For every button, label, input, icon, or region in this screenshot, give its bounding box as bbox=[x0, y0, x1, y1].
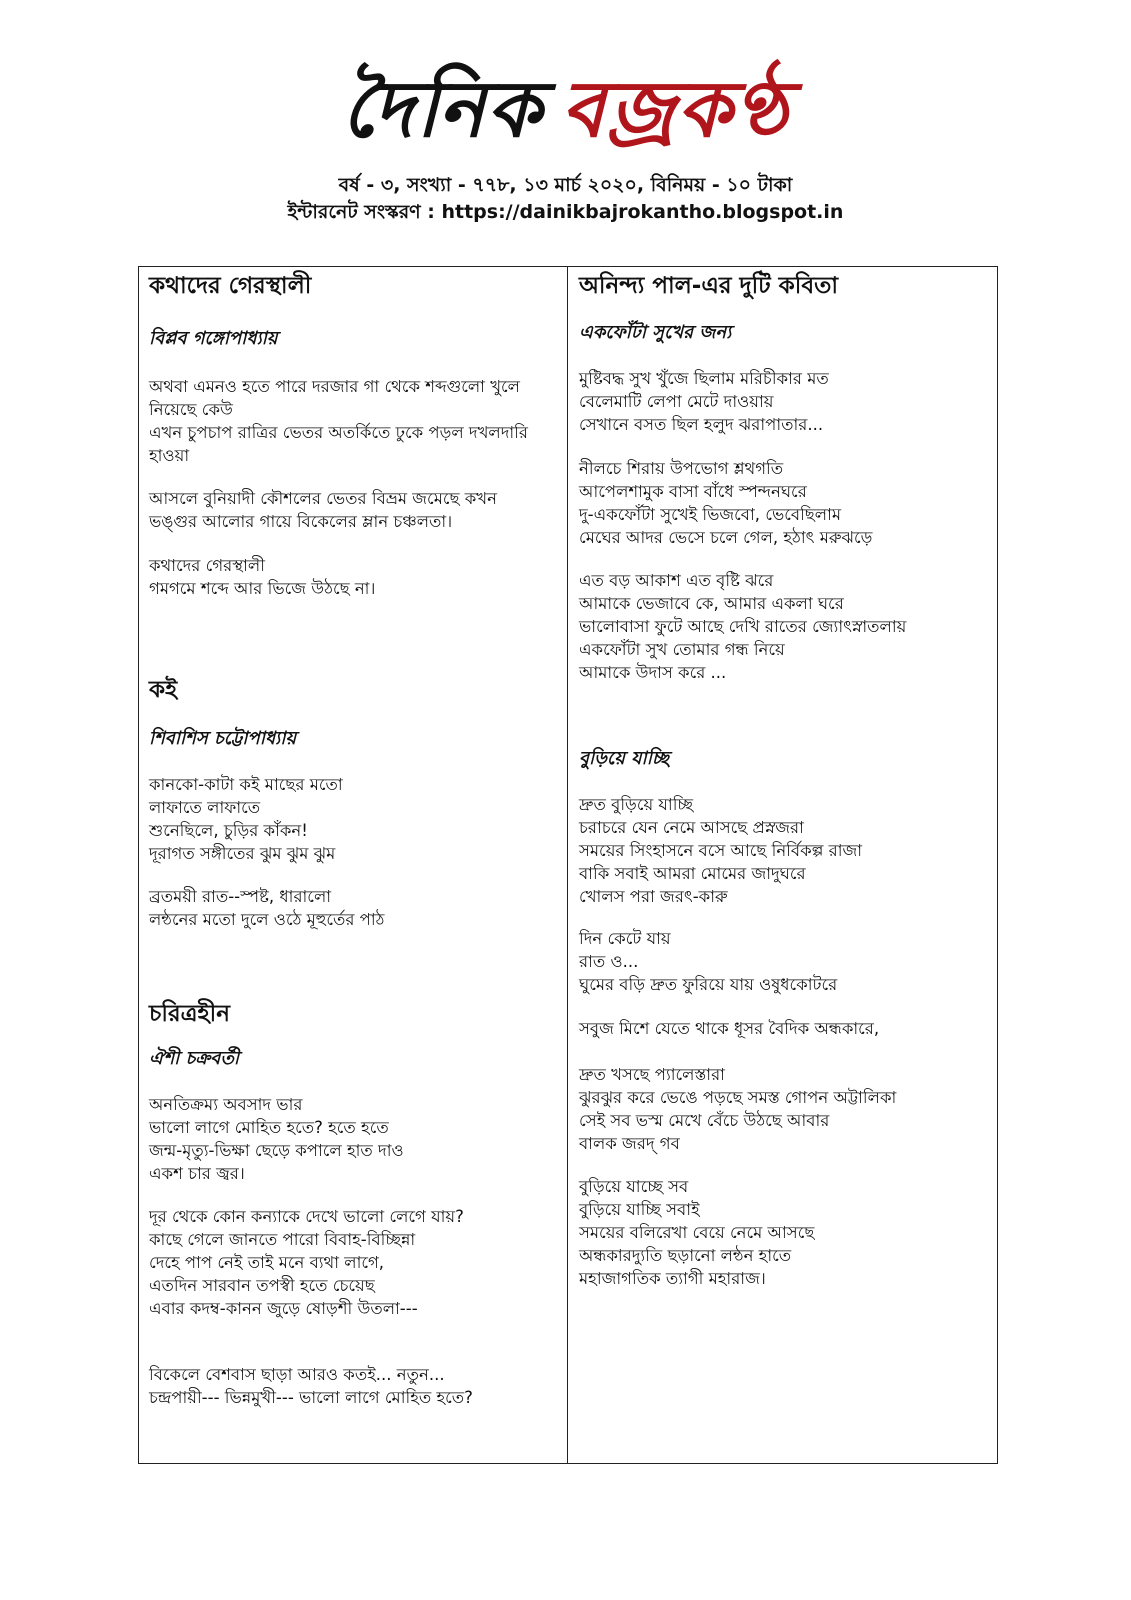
poem-line: আপেলশামুক বাসা বাঁধে স্পন্দনঘরে bbox=[579, 482, 807, 501]
poem-author: ঐশী চক্রবর্তী bbox=[149, 1048, 239, 1069]
poem-line: চন্দ্রপায়ী--- ভিন্নমুখী--- ভালো লাগে মোহিত হতে? bbox=[149, 1388, 473, 1407]
poem-line: কথাদের গেরস্থালী bbox=[149, 556, 265, 575]
poem-line: ভালো লাগে মোহিত হতে? হতে হতে bbox=[149, 1118, 389, 1137]
poem-line: অনতিক্রম্য অবসাদ ভার bbox=[149, 1095, 303, 1114]
poem-title: একফোঁটা সুখের জন্য bbox=[579, 322, 732, 343]
poem-stanza bbox=[149, 554, 375, 600]
poem-title: কথাদের গেরস্থালী bbox=[149, 273, 312, 299]
poem-line: বিকেলে বেশবাস ছাড়া আরও কতই... নতুন... bbox=[149, 1365, 445, 1384]
content-box bbox=[138, 266, 998, 1464]
poem-stanza bbox=[149, 375, 528, 467]
poem-line: সবুজ মিশে যেতে থাকে ধূসর বৈদিক অন্ধকারে, bbox=[579, 1019, 880, 1038]
poem-line: বালক জরদ্ গব bbox=[579, 1134, 680, 1153]
poem-line: লন্ঠনের মতো দুলে ওঠে মূহুর্তের পাঠ bbox=[149, 910, 385, 929]
poem-stanza bbox=[579, 1175, 814, 1290]
poem-line: দূরাগত সঙ্গীতের ঝুম ঝুম ঝুম bbox=[149, 844, 336, 863]
poem-line: জন্ম-মৃত্যু-ভিক্ষা ছেড়ে কপালে হাত দাও bbox=[149, 1141, 404, 1160]
poem-line: ভালোবাসা ফুটে আছে দেখি রাতের জ্যোৎস্নাতলায় bbox=[579, 617, 907, 636]
poem-line: এতদিন সারবান তপস্বী হতে চেয়েছ bbox=[149, 1276, 375, 1295]
poem-line: বুড়িয়ে যাচ্ছে সব bbox=[579, 1177, 689, 1196]
poem-line: মুষ্টিবদ্ধ সুখ খুঁজে ছিলাম মরিচীকার মত bbox=[579, 369, 829, 388]
poem-title: বুড়িয়ে যাচ্ছি bbox=[579, 748, 669, 769]
poem-stanza bbox=[579, 1017, 879, 1040]
poem-line: দেহে পাপ নেই তাই মনে ব্যথা লাগে, bbox=[149, 1253, 385, 1272]
poem-stanza bbox=[149, 773, 343, 865]
poem-line: রাত ও... bbox=[579, 952, 639, 971]
poem-line: কানকো-কাটা কই মাছের মতো bbox=[149, 775, 343, 794]
poem-stanza bbox=[579, 569, 906, 684]
poem-stanza bbox=[579, 793, 862, 908]
poem-stanza bbox=[149, 885, 384, 931]
poem-line: একশ চার জ্বর। bbox=[149, 1164, 245, 1183]
poem-stanza bbox=[579, 927, 837, 996]
web-edition-link[interactable]: ইন্টারনেট সংস্করণ : https://dainikbajrokantho.blogspot.in bbox=[287, 201, 844, 223]
poem-line: অথবা এমনও হতে পারে দরজার গা থেকে শব্দগুলো খুলে bbox=[149, 377, 520, 396]
poem-line: আমাকে উদাস করে ... bbox=[579, 663, 727, 682]
poem-line: লাফাতে লাফাতে bbox=[149, 798, 261, 817]
logo-word-bajrokantho: বজ্রকণ্ঠ bbox=[561, 64, 790, 155]
poem-line: বেলেমাটি লেপা মেটে দাওয়ায় bbox=[579, 392, 774, 411]
poem-stanza bbox=[579, 457, 872, 549]
newspaper-logo bbox=[0, 60, 1131, 160]
poem-line: বাকি সবাই আমরা মোমের জাদুঘরে bbox=[579, 864, 806, 883]
masthead bbox=[0, 60, 1131, 226]
poem-line: সময়ের বলিরেখা বেয়ে নেমে আসছে bbox=[579, 1223, 815, 1242]
poem-line: কাছে গেলে জানতে পারো বিবাহ-বিচ্ছিন্না bbox=[149, 1230, 416, 1249]
poem-line: অন্ধকারদ্যুতি ছড়ানো লন্ঠন হাতে bbox=[579, 1246, 792, 1265]
poem-line: সময়ের সিংহাসনে বসে আছে নির্বিকল্প রাজা bbox=[579, 841, 863, 860]
poem-line: মেঘের আদর ভেসে চলে গেল, হঠাৎ মরুঝড়ে bbox=[579, 528, 873, 547]
poem-line: এখন চুপচাপ রাত্রির ভেতর অতর্কিতে ঢুকে পড়ল দখলদারি bbox=[149, 423, 528, 442]
poem-line: সেই সব ভস্ম মেখে বেঁচে উঠছে আবার bbox=[579, 1111, 830, 1130]
poem-line: ঘুমের বড়ি দ্রুত ফুরিয়ে যায় ওষুধকোটরে bbox=[579, 975, 838, 994]
poem-line: চরাচরে যেন নেমে আসছে প্রস্নজরা bbox=[579, 818, 804, 837]
poem-line: মহাজাগতিক ত্যাগী মহারাজ। bbox=[579, 1269, 766, 1288]
poem-line: নিয়েছে কেউ bbox=[149, 400, 233, 419]
poem-line: এত বড় আকাশ এত বৃষ্টি ঝরে bbox=[579, 571, 774, 590]
poem-line: একফোঁটা সুখ তোমার গন্ধ নিয়ে bbox=[579, 640, 785, 659]
poem-stanza bbox=[149, 1093, 404, 1185]
poem-line: দ্রুত বুড়িয়ে যাচ্ছি bbox=[579, 795, 694, 814]
poem-line: এবার কদম্ব-কানন জুড়ে ষোড়শী উতলা--- bbox=[149, 1299, 418, 1318]
poem-line: নীলচে শিরায় উপভোগ শ্লথগতি bbox=[579, 459, 784, 478]
column-divider bbox=[567, 267, 568, 1463]
poem-line: হাওয়া bbox=[149, 446, 190, 465]
poem-line: ব্রতময়ী রাত--স্পষ্ট, ধারালো bbox=[149, 887, 332, 906]
poem-author: শিবাশিস চট্টোপাধ্যায় bbox=[149, 728, 297, 749]
logo-word-dainik: দৈনিক bbox=[341, 64, 544, 155]
poem-stanza bbox=[149, 487, 497, 533]
poem-line: শুনেছিলে, চুড়ির কাঁকন! bbox=[149, 821, 308, 840]
poem-line: খোলস পরা জরৎ-কারু bbox=[579, 887, 728, 906]
poem-line: দিন কেটে যায় bbox=[579, 929, 671, 948]
poem-stanza bbox=[579, 367, 829, 436]
poem-line: ভঙ্গুর আলোর গায়ে বিকেলের ম্লান চঞ্চলতা। bbox=[149, 512, 453, 531]
poem-line: আসলে বুনিয়াদী কৌশলের ভেতর বিভ্রম জমেছে কখন bbox=[149, 489, 497, 508]
poem-line: দূর থেকে কোন কন্যাকে দেখে ভালো লেগে যায়? bbox=[149, 1207, 464, 1226]
poem-line: বুড়িয়ে যাচ্ছি সবাই bbox=[579, 1200, 700, 1219]
poem-stanza bbox=[149, 1363, 473, 1409]
poem-line: গমগমে শব্দে আর ভিজে উঠছে না। bbox=[149, 579, 376, 598]
poem-title: চরিত্রহীন bbox=[149, 1001, 230, 1027]
poem-line: দ্রুত খসছে প্যালেস্তারা bbox=[579, 1065, 725, 1084]
poem-line: আমাকে ভেজাবে কে, আমার একলা ঘরে bbox=[579, 594, 844, 613]
section-heading: অনিন্দ্য পাল-এর দুটি কবিতা bbox=[579, 273, 839, 299]
poem-line: সেখানে বসত ছিল হলুদ ঝরাপাতার... bbox=[579, 415, 824, 434]
poem-author: বিপ্লব গঙ্গোপাধ্যায় bbox=[149, 328, 278, 349]
poem-title: কই bbox=[149, 677, 178, 703]
poem-stanza bbox=[149, 1205, 464, 1320]
issue-info: বর্ষ - ৩, সংখ্যা - ৭৭৮, ১৩ মার্চ ২০২০, বিনিময় - ১০ টাকা bbox=[338, 174, 793, 196]
poem-line: দু-একফোঁটা সুখেই ভিজবো, ভেবেছিলাম bbox=[579, 505, 842, 524]
poem-stanza bbox=[579, 1063, 896, 1155]
poem-line: ঝুরঝুর করে ভেঙে পড়ছে সমস্ত গোপন অট্টালিকা bbox=[579, 1088, 897, 1107]
